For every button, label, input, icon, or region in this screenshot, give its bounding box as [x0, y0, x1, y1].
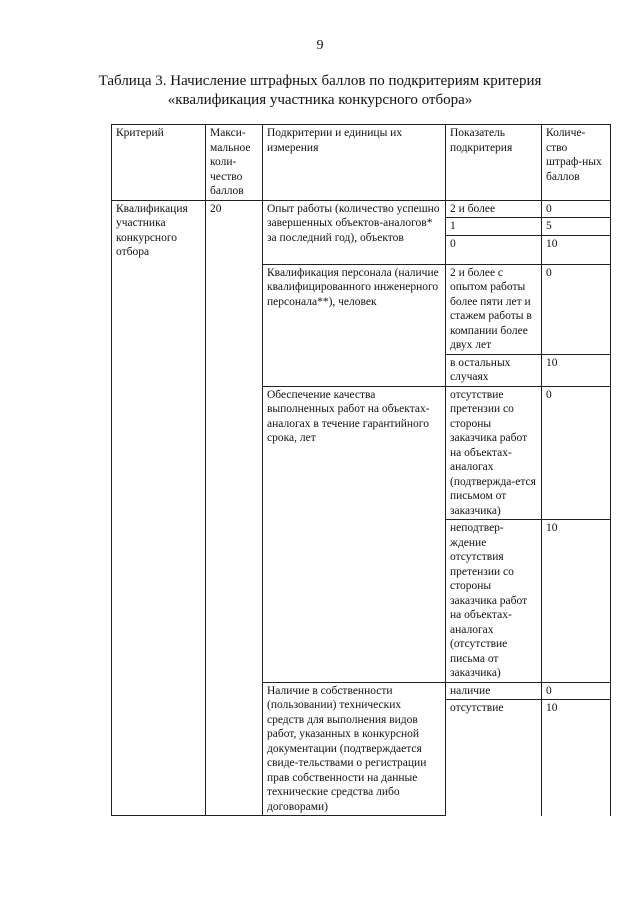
penalty-cell: 10 — [542, 520, 611, 683]
indicator-cell: отсутствие претензии со стороны заказчика работ на объектах-аналогах (подтвержда-ется письмом от заказчика) — [446, 386, 542, 520]
subcriterion-personnel: Квалификация персонала (наличие квалифицированного инженерного персонала**), человек — [263, 264, 446, 386]
penalty-cell: 0 — [542, 200, 611, 218]
indicator-cell: 1 — [446, 218, 542, 236]
subcriterion-equipment: Наличие в собственности (пользовании) технических средств для выполнения видов работ, указанных в конкурсной документации (подтверждается свиде-тельствами о регистрации прав собственности на данные технические средства либо договорами) — [263, 682, 446, 816]
header-criterion: Критерий — [112, 125, 206, 201]
table-title — [60, 72, 580, 110]
header-max-points: Макси-мальное коли-чество баллов — [206, 125, 263, 201]
subcriterion-experience: Опыт работы (количество успешно завершенных объектов-аналогов* за последний год), объектов — [263, 200, 446, 264]
header-subcriteria: Подкритерии и единицы их измерения — [263, 125, 446, 201]
indicator-cell: в остальных случаях — [446, 354, 542, 386]
penalty-cell: 10 — [542, 235, 611, 264]
penalty-cell: 0 — [542, 386, 611, 520]
criterion-cell: Квалификация участника конкурсного отбора — [112, 200, 206, 816]
header-penalty: Количе-ство штраф-ных баллов — [542, 125, 611, 201]
penalty-cell: 10 — [542, 700, 611, 816]
table-row — [112, 200, 611, 218]
subcriterion-quality: Обеспечение качества выполненных работ на объектах-аналогах в течение гарантийного срока, лет — [263, 386, 446, 682]
indicator-cell: 2 и более с опытом работы более пяти лет и стажем работы в компании более двух лет — [446, 264, 542, 354]
penalty-cell: 5 — [542, 218, 611, 236]
penalty-table — [111, 124, 611, 816]
max-points-cell: 20 — [206, 200, 263, 816]
penalty-cell: 10 — [542, 354, 611, 386]
page-number: 9 — [316, 38, 324, 53]
indicator-cell: неподтвер-ждение отсутствия претензии со стороны заказчика работ на объектах-аналогах (отсутствие письма от заказчика) — [446, 520, 542, 683]
table-title-line-2: «квалификация участника конкурсного отбора» — [167, 92, 473, 108]
penalty-cell: 0 — [542, 264, 611, 354]
header-indicator: Показатель подкритерия — [446, 125, 542, 201]
header-row — [112, 125, 611, 201]
table-title-line-1: Таблица 3. Начисление штрафных баллов по подкритериям критерия — [98, 73, 542, 89]
indicator-cell: 0 — [446, 235, 542, 264]
indicator-cell: наличие — [446, 682, 542, 700]
indicator-cell: 2 и более — [446, 200, 542, 218]
penalty-cell: 0 — [542, 682, 611, 700]
indicator-cell: отсутствие — [446, 700, 542, 816]
